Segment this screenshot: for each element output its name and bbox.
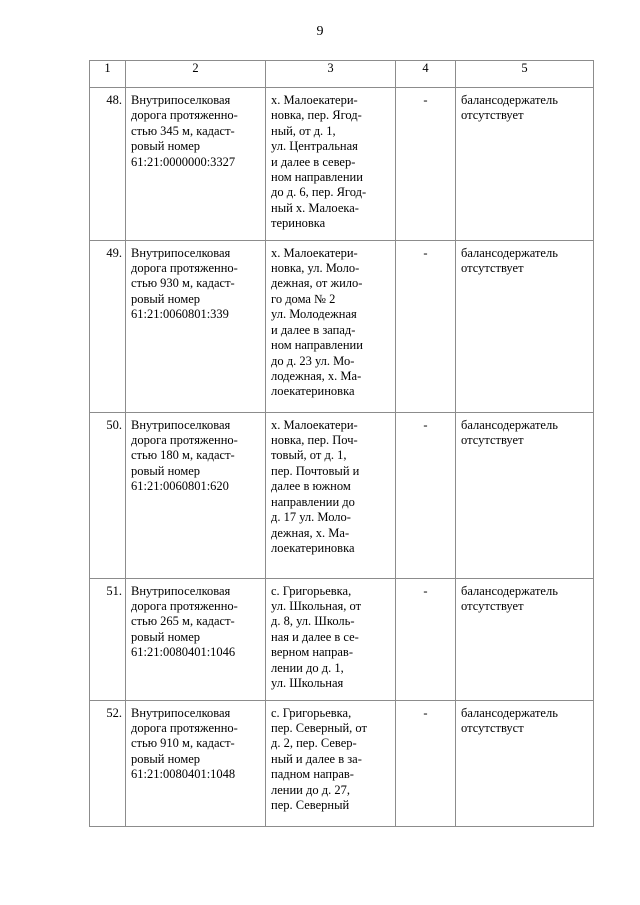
road-location-cell-line: до д. 6, пер. Ягод- bbox=[271, 185, 367, 200]
road-name-cell-line: дорога протяженно- bbox=[131, 433, 238, 448]
road-name-cell bbox=[126, 700, 266, 826]
road-location-cell-line: новка, пер. Ягод- bbox=[271, 108, 362, 123]
holder-cell-line: отсутствуст bbox=[461, 720, 524, 735]
road-location-cell-line: лении до д. 1, bbox=[271, 660, 344, 675]
road-location-cell-line: го дома № 2 bbox=[271, 291, 336, 306]
table-row bbox=[90, 578, 594, 700]
road-name-cell-line: Внутрипоселковая bbox=[131, 417, 231, 432]
road-name-cell-line: стью 180 м, кадаст- bbox=[131, 448, 235, 463]
road-location-cell-line: лодежная, х. Ма- bbox=[271, 368, 362, 383]
road-location-cell bbox=[266, 700, 396, 826]
holder-cell bbox=[456, 412, 594, 578]
road-location-cell-line: ный, от д. 1, bbox=[271, 123, 336, 138]
road-name-cell-line: дорога протяженно- bbox=[131, 720, 238, 735]
road-name-cell-line: дорога протяженно- bbox=[131, 261, 238, 276]
header-cell-3: 3 bbox=[266, 61, 396, 88]
holder-cell-line: балансодержатель bbox=[461, 245, 558, 260]
road-location-cell-line: и далее в запад- bbox=[271, 322, 356, 337]
table-row bbox=[90, 240, 594, 412]
road-location-cell-line: териновка bbox=[271, 216, 326, 231]
road-location-cell-line: направлении до bbox=[271, 494, 355, 509]
row-number: 49. bbox=[90, 240, 126, 412]
road-name-cell-line: ровый номер bbox=[131, 629, 201, 644]
road-location-cell-line: д. 8, ул. Школь- bbox=[271, 614, 355, 629]
road-location-cell bbox=[266, 412, 396, 578]
road-location-cell bbox=[266, 578, 396, 700]
table-row bbox=[90, 700, 594, 826]
holder-cell-line: отсутствует bbox=[461, 261, 524, 276]
road-name-cell-line: ровый номер bbox=[131, 463, 201, 478]
header-cell-2: 2 bbox=[126, 61, 266, 88]
road-location-cell-line: дежная, х. Ма- bbox=[271, 525, 350, 540]
header-cell-5: 5 bbox=[456, 61, 594, 88]
header-row bbox=[90, 61, 594, 88]
holder-cell bbox=[456, 700, 594, 826]
road-location-cell-line: ул. Молодежная bbox=[271, 307, 357, 322]
row-number: 52. bbox=[90, 700, 126, 826]
road-location-cell-line: ная и далее в се- bbox=[271, 629, 359, 644]
road-location-cell-line: ул. Школьная, от bbox=[271, 599, 362, 614]
road-name-cell-line: ровый номер bbox=[131, 751, 201, 766]
road-location-cell-line: пер. Почтовый и bbox=[271, 463, 360, 478]
road-location-cell-line: ном направлении bbox=[271, 170, 363, 185]
road-location-cell-line: пер. Северный bbox=[271, 797, 350, 812]
column-4-cell: - bbox=[396, 700, 456, 826]
road-location-cell-line: новка, пер. Поч- bbox=[271, 433, 358, 448]
holder-cell-line: балансодержатель bbox=[461, 93, 558, 107]
column-4-cell: - bbox=[396, 88, 456, 241]
road-location-cell-line: верном направ- bbox=[271, 645, 353, 660]
road-name-cell-line: Внутрипоселковая bbox=[131, 705, 231, 720]
road-location-cell-line: дежная, от жило- bbox=[271, 276, 363, 291]
road-location-cell-line: далее в южном bbox=[271, 479, 351, 494]
road-location-cell-line: с. Григорьевка, bbox=[271, 583, 352, 598]
road-name-cell-line: 61:21:0080401:1048 bbox=[131, 767, 236, 782]
road-name-cell-line: Внутрипоселковая bbox=[131, 583, 231, 598]
row-number: 50. bbox=[90, 412, 126, 578]
column-4-cell: - bbox=[396, 240, 456, 412]
road-location-cell-line: лении до д. 27, bbox=[271, 782, 350, 797]
road-name-cell-line: ровый номер bbox=[131, 291, 201, 306]
holder-cell-line: балансодержатель bbox=[461, 583, 558, 598]
column-4-cell: - bbox=[396, 412, 456, 578]
road-location-cell-line: до д. 23 ул. Мо- bbox=[271, 353, 355, 368]
road-name-cell bbox=[126, 240, 266, 412]
row-number: 48. bbox=[90, 88, 126, 241]
road-location-cell-line: и далее в север- bbox=[271, 154, 356, 169]
road-name-cell-line: дорога протяженно- bbox=[131, 108, 238, 123]
road-location-cell-line: ный х. Малоека- bbox=[271, 200, 359, 215]
road-name-cell-line: стью 265 м, кадаст- bbox=[131, 614, 235, 629]
road-location-cell bbox=[266, 88, 396, 241]
road-location-cell-line: ул. Центральная bbox=[271, 139, 358, 154]
road-location-cell-line: новка, ул. Моло- bbox=[271, 261, 360, 276]
road-location-cell-line: ный и далее в за- bbox=[271, 751, 362, 766]
road-location-cell-line: ном направлении bbox=[271, 338, 363, 353]
table-row bbox=[90, 412, 594, 578]
road-location-cell-line: х. Малоекатери- bbox=[271, 245, 358, 260]
road-name-cell bbox=[126, 412, 266, 578]
holder-cell bbox=[456, 578, 594, 700]
registry-table-body bbox=[90, 61, 594, 827]
holder-cell-line: отсутствует bbox=[461, 599, 524, 614]
road-name-cell bbox=[126, 88, 266, 241]
holder-cell-line: отсутствует bbox=[461, 108, 524, 123]
road-name-cell-line: ровый номер bbox=[131, 139, 201, 154]
road-location-cell-line: лоекатериновка bbox=[271, 384, 355, 399]
registry-table bbox=[89, 60, 594, 827]
holder-cell bbox=[456, 88, 594, 241]
road-name-cell-line: стью 910 м, кадаст- bbox=[131, 736, 235, 751]
page-number: 9 bbox=[316, 24, 324, 39]
road-location-cell-line: ул. Школьная bbox=[271, 676, 344, 691]
header-cell-4: 4 bbox=[396, 61, 456, 88]
holder-cell-line: балансодержатель bbox=[461, 705, 558, 720]
road-name-cell-line: Внутрипоселковая bbox=[131, 245, 231, 260]
road-name-cell bbox=[126, 578, 266, 700]
road-name-cell-line: Внутрипоселковая bbox=[131, 93, 231, 107]
column-4-cell: - bbox=[396, 578, 456, 700]
road-location-cell-line: д. 2, пер. Север- bbox=[271, 736, 357, 751]
road-location-cell-line: пер. Северный, от bbox=[271, 720, 367, 735]
holder-cell-line: отсутствует bbox=[461, 433, 524, 448]
road-location-cell-line: с. Григорьевка, bbox=[271, 705, 352, 720]
road-location-cell-line: падном направ- bbox=[271, 767, 354, 782]
road-name-cell-line: стью 345 м, кадаст- bbox=[131, 123, 235, 138]
road-name-cell-line: дорога протяженно- bbox=[131, 599, 238, 614]
road-name-cell-line: 61:21:0060801:339 bbox=[131, 307, 229, 322]
road-location-cell-line: х. Малоекатери- bbox=[271, 417, 358, 432]
row-number: 51. bbox=[90, 578, 126, 700]
road-name-cell-line: стью 930 м, кадаст- bbox=[131, 276, 235, 291]
road-location-cell-line: лоекатериновка bbox=[271, 540, 355, 555]
road-name-cell-line: 61:21:0000000:3327 bbox=[131, 154, 236, 169]
road-location-cell-line: товый, от д. 1, bbox=[271, 448, 347, 463]
table-row bbox=[90, 88, 594, 241]
road-location-cell bbox=[266, 240, 396, 412]
header-cell-1: 1 bbox=[90, 61, 126, 88]
road-name-cell-line: 61:21:0080401:1046 bbox=[131, 645, 236, 660]
road-location-cell-line: х. Малоекатери- bbox=[271, 93, 358, 107]
holder-cell bbox=[456, 240, 594, 412]
road-name-cell-line: 61:21:0060801:620 bbox=[131, 479, 229, 494]
holder-cell-line: балансодержатель bbox=[461, 417, 558, 432]
road-location-cell-line: д. 17 ул. Моло- bbox=[271, 510, 351, 525]
